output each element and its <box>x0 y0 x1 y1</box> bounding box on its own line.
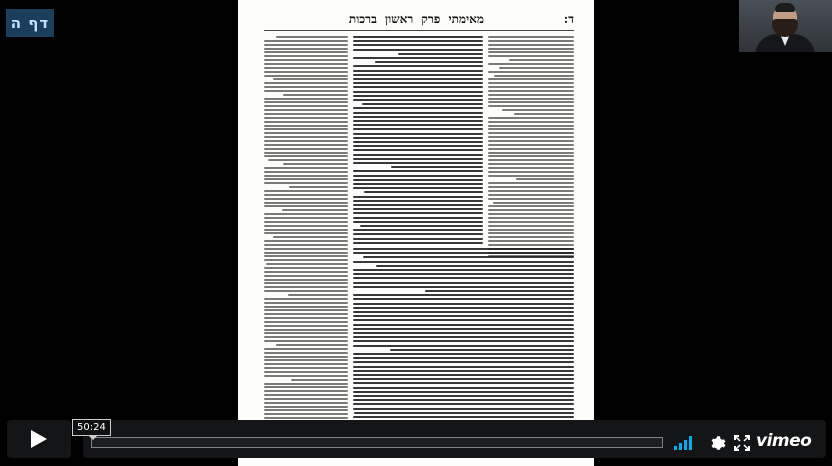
text-line <box>488 125 574 127</box>
text-line <box>264 271 348 273</box>
talmud-page-image <box>238 0 594 466</box>
text-line <box>353 332 574 334</box>
text-line <box>488 167 574 169</box>
text-line <box>276 344 348 346</box>
text-line <box>488 136 574 138</box>
text-line <box>353 187 483 189</box>
text-line <box>353 357 574 359</box>
text-line <box>264 321 348 323</box>
presenter-webcam <box>739 0 832 52</box>
text-line <box>353 242 483 244</box>
text-line <box>353 319 574 321</box>
text-line <box>353 36 483 38</box>
text-line <box>488 121 574 123</box>
text-line <box>264 90 348 92</box>
text-line <box>264 402 348 404</box>
text-line <box>264 225 348 227</box>
text-line <box>264 167 348 169</box>
text-line <box>264 313 348 315</box>
text-line <box>488 94 574 96</box>
text-line <box>353 399 574 401</box>
text-line <box>488 229 574 231</box>
text-line <box>264 125 348 127</box>
text-line <box>353 238 483 240</box>
text-line <box>488 82 574 84</box>
fullscreen-icon <box>734 435 750 451</box>
text-line <box>266 263 348 265</box>
page-header <box>238 10 594 30</box>
text-line <box>264 359 348 361</box>
text-line <box>353 303 574 305</box>
text-line <box>264 406 348 408</box>
text-line <box>353 286 574 288</box>
text-line <box>264 205 348 207</box>
text-line <box>264 232 348 234</box>
time-tooltip: 50:24 <box>72 419 111 436</box>
text-line <box>353 269 574 271</box>
text-line <box>353 120 483 122</box>
text-line <box>353 221 483 223</box>
text-line <box>264 279 348 281</box>
text-line <box>391 166 483 168</box>
text-line <box>264 51 348 53</box>
text-line <box>353 175 483 177</box>
text-line <box>353 366 574 368</box>
text-line <box>488 171 574 173</box>
text-line <box>488 244 574 246</box>
text-line <box>264 128 348 130</box>
text-line <box>353 116 483 118</box>
text-line <box>273 78 348 80</box>
text-line <box>264 198 348 200</box>
text-line <box>353 196 483 198</box>
text-line <box>353 361 574 363</box>
text-line <box>514 113 574 115</box>
text-line <box>353 315 574 317</box>
text-line <box>353 154 483 156</box>
vimeo-logo[interactable]: vimeo <box>756 431 812 451</box>
text-line <box>363 256 574 258</box>
text-line <box>353 403 574 405</box>
text-line <box>353 212 483 214</box>
text-line <box>264 48 348 50</box>
text-line <box>264 267 348 269</box>
text-line <box>353 324 574 326</box>
text-line <box>353 179 483 181</box>
text-line <box>264 375 348 377</box>
text-line <box>264 367 348 369</box>
daf-yomi-badge: דף ה <box>6 9 54 37</box>
text-line <box>264 59 348 61</box>
text-line <box>264 136 348 138</box>
text-line <box>264 336 348 338</box>
text-line <box>353 395 574 397</box>
text-line <box>488 236 574 238</box>
text-line <box>488 152 574 154</box>
text-line <box>353 416 574 418</box>
text-line <box>264 213 348 215</box>
text-line <box>264 240 348 242</box>
text-line <box>282 209 348 211</box>
text-line <box>264 152 348 154</box>
text-line <box>353 158 483 160</box>
text-line <box>264 132 348 134</box>
text-line <box>353 124 483 126</box>
text-line <box>516 178 574 180</box>
text-line <box>488 175 574 177</box>
text-line <box>488 205 574 207</box>
text-line <box>353 298 574 300</box>
text-line <box>353 408 574 410</box>
text-line <box>353 252 574 254</box>
text-line <box>362 103 483 105</box>
text-line <box>353 328 574 330</box>
text-line <box>488 221 574 223</box>
text-line <box>264 325 348 327</box>
text-line <box>353 107 483 109</box>
text-line <box>264 394 348 396</box>
text-line <box>353 336 574 338</box>
text-line <box>283 163 348 165</box>
text-line <box>353 353 574 355</box>
page-title: מאימתי פרק ראשון ברכות <box>348 12 484 26</box>
text-line <box>353 128 483 130</box>
text-line <box>493 202 574 204</box>
text-line <box>353 200 483 202</box>
text-line <box>353 44 483 46</box>
text-line <box>488 148 574 150</box>
text-line <box>264 371 348 373</box>
text-line <box>509 59 574 61</box>
text-line <box>264 144 348 146</box>
text-line <box>264 98 348 100</box>
text-line <box>276 36 348 38</box>
text-line <box>264 140 348 142</box>
text-line <box>353 382 574 384</box>
text-line <box>425 290 574 292</box>
text-line <box>264 255 348 257</box>
play-button[interactable] <box>7 420 71 458</box>
text-line <box>353 282 574 284</box>
text-line <box>264 332 348 334</box>
text-line <box>353 86 483 88</box>
text-line <box>488 217 574 219</box>
text-line <box>353 91 483 93</box>
text-line <box>264 71 348 73</box>
text-line <box>264 182 348 184</box>
text-line <box>488 159 574 161</box>
text-line <box>264 417 348 419</box>
text-line <box>264 82 348 84</box>
text-line <box>264 55 348 57</box>
text-line <box>264 221 348 223</box>
text-line <box>360 225 483 227</box>
text-line <box>264 413 348 415</box>
play-icon <box>30 429 48 449</box>
text-line <box>353 40 483 42</box>
text-line <box>488 44 574 46</box>
text-line <box>264 67 348 69</box>
text-line <box>264 252 348 254</box>
text-line <box>376 265 574 267</box>
text-line <box>488 155 574 157</box>
gemara-column <box>353 36 483 246</box>
text-line <box>353 294 574 296</box>
text-line <box>264 101 348 103</box>
text-line <box>398 53 483 55</box>
text-line <box>264 363 348 365</box>
text-line <box>264 356 348 358</box>
text-line <box>353 170 483 172</box>
text-line <box>264 175 348 177</box>
text-line <box>353 229 483 231</box>
text-line <box>353 141 483 143</box>
gear-icon <box>708 434 726 452</box>
header-rule <box>264 30 574 31</box>
text-line <box>264 298 348 300</box>
tosafot-column <box>264 36 348 452</box>
text-line <box>353 49 483 51</box>
text-line <box>268 159 348 161</box>
text-line <box>488 198 574 200</box>
text-line <box>488 86 574 88</box>
text-line <box>488 232 574 234</box>
text-line <box>353 137 483 139</box>
text-line <box>354 412 574 414</box>
text-line <box>494 75 574 77</box>
text-line <box>264 317 348 319</box>
text-line <box>488 40 574 42</box>
text-line <box>353 57 483 59</box>
text-line <box>353 183 483 185</box>
text-line <box>264 398 348 400</box>
text-line <box>264 248 348 250</box>
text-line <box>488 98 574 100</box>
text-line <box>353 78 483 80</box>
text-line <box>353 340 574 342</box>
text-line <box>353 374 574 376</box>
text-line <box>264 244 348 246</box>
text-line <box>353 99 483 101</box>
fullscreen-button[interactable] <box>731 433 753 453</box>
text-line <box>488 194 574 196</box>
text-line <box>264 75 348 77</box>
text-line <box>264 190 348 192</box>
text-line <box>353 370 574 372</box>
text-line <box>264 329 348 331</box>
text-line <box>264 40 348 42</box>
text-line <box>264 386 348 388</box>
text-line <box>488 163 574 165</box>
text-line <box>488 105 574 107</box>
text-line <box>264 259 348 261</box>
text-line <box>488 144 574 146</box>
text-line <box>273 236 348 238</box>
text-line <box>488 240 574 242</box>
text-line <box>353 145 483 147</box>
text-line <box>353 82 483 84</box>
daf-label: ד: <box>563 12 574 26</box>
text-line <box>264 171 348 173</box>
rashi-column <box>488 36 574 259</box>
text-line <box>289 186 348 188</box>
text-line <box>488 182 574 184</box>
text-line <box>264 178 348 180</box>
text-line <box>264 202 348 204</box>
text-line <box>488 128 574 130</box>
text-line <box>264 86 348 88</box>
text-line <box>353 74 483 76</box>
text-line <box>353 65 483 67</box>
text-line <box>264 44 348 46</box>
text-line <box>488 186 574 188</box>
text-line <box>488 117 574 119</box>
volume-icon <box>673 435 695 451</box>
text-line <box>283 94 348 96</box>
text-line <box>488 63 574 65</box>
text-line <box>353 387 574 389</box>
text-line <box>353 133 483 135</box>
text-line <box>353 378 574 380</box>
text-line <box>488 48 574 50</box>
text-line <box>488 190 574 192</box>
text-line <box>353 311 574 313</box>
text-line <box>353 307 574 309</box>
text-line <box>264 286 348 288</box>
text-line <box>264 217 348 219</box>
text-line <box>264 117 348 119</box>
text-line <box>264 348 348 350</box>
text-line <box>488 78 574 80</box>
text-line <box>264 229 348 231</box>
text-line <box>488 71 574 73</box>
text-line <box>353 112 483 114</box>
text-line <box>264 352 348 354</box>
text-line <box>364 191 483 193</box>
text-line <box>353 391 574 393</box>
text-line <box>488 140 574 142</box>
text-line <box>264 148 348 150</box>
text-line <box>264 105 348 107</box>
text-line <box>264 63 348 65</box>
text-line <box>488 36 574 38</box>
text-line <box>264 109 348 111</box>
text-line <box>264 409 348 411</box>
text-line <box>353 70 483 72</box>
text-line <box>264 282 348 284</box>
text-line <box>264 309 348 311</box>
text-line <box>264 194 348 196</box>
text-line <box>291 379 348 381</box>
text-line <box>264 113 348 115</box>
text-line <box>264 390 348 392</box>
text-line <box>488 213 574 215</box>
text-line <box>499 67 574 69</box>
text-line <box>353 273 574 275</box>
text-line <box>353 277 574 279</box>
text-line <box>353 162 483 164</box>
text-line <box>488 101 574 103</box>
text-line <box>264 383 348 385</box>
text-line <box>264 302 348 304</box>
settings-button[interactable] <box>706 433 728 453</box>
text-line <box>488 55 574 57</box>
text-line <box>264 121 348 123</box>
text-line <box>353 204 483 206</box>
text-line <box>264 290 348 292</box>
text-line <box>390 349 574 351</box>
text-line <box>353 261 574 263</box>
text-line <box>488 90 574 92</box>
text-line <box>288 294 348 296</box>
text-line <box>264 340 348 342</box>
text-line <box>264 155 348 157</box>
volume-button[interactable] <box>673 433 695 453</box>
text-line <box>353 208 483 210</box>
text-line <box>264 275 348 277</box>
text-line <box>264 306 348 308</box>
text-line <box>353 149 483 151</box>
text-line <box>488 132 574 134</box>
text-line <box>353 95 483 97</box>
text-line <box>353 345 574 347</box>
text-line <box>353 233 483 235</box>
text-line <box>375 61 483 63</box>
text-line <box>353 217 483 219</box>
text-line <box>502 109 574 111</box>
text-line <box>353 248 574 250</box>
progress-bar[interactable] <box>91 437 663 448</box>
text-line <box>488 51 574 53</box>
text-line <box>488 225 574 227</box>
text-line <box>488 209 574 211</box>
